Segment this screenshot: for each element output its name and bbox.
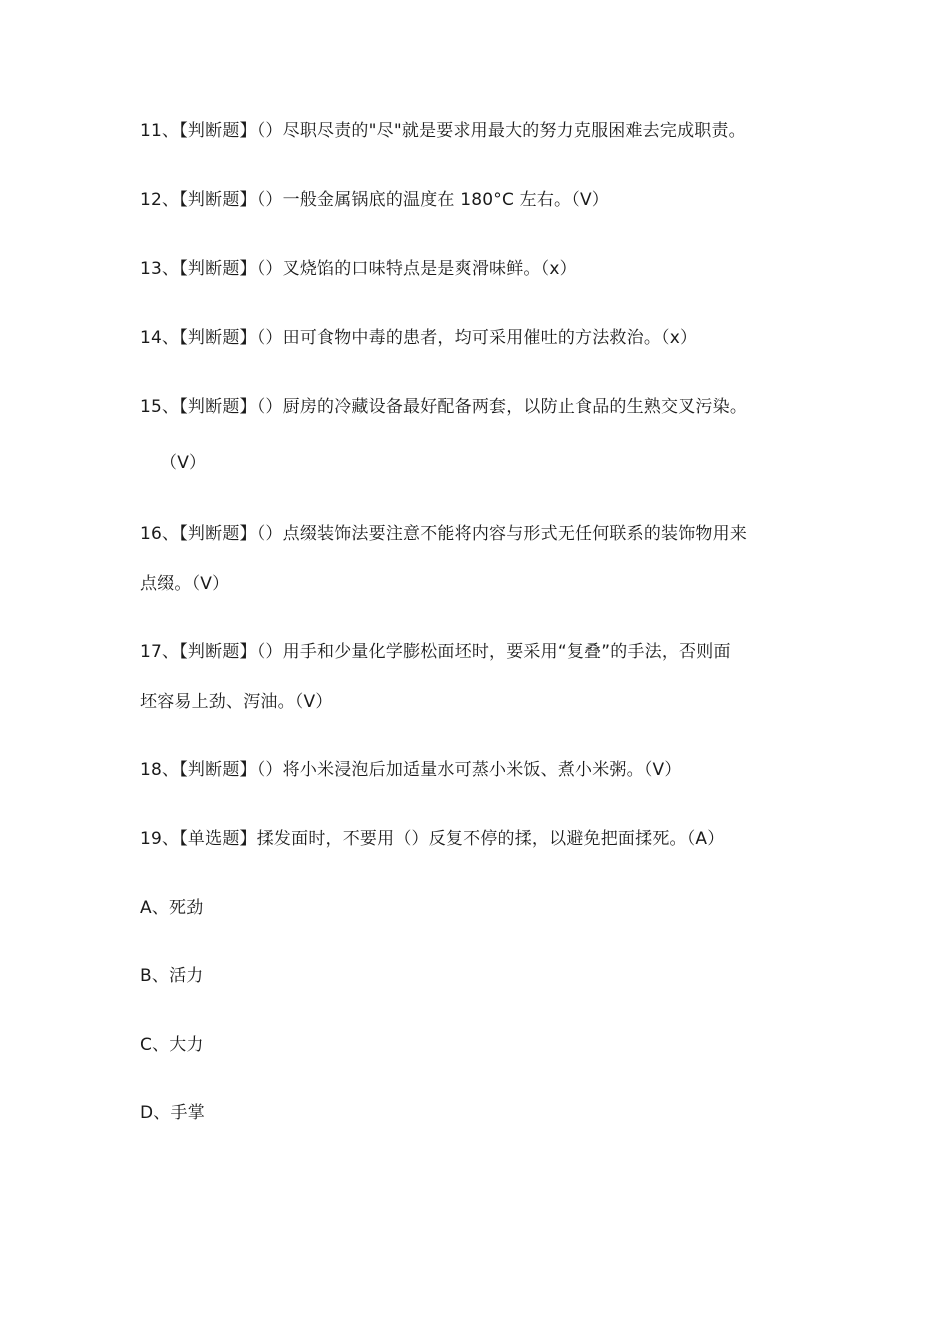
question-16: 16、【判断题】（）点缀装饰法要注意不能将内容与形式无任何联系的装饰物用来 — [140, 524, 748, 544]
question-19-option-a: A、死劲 — [140, 898, 204, 918]
question-11: 11、【判断题】（）尽职尽责的"尽"就是要求用最大的努力克服困难去完成职责。 — [140, 121, 746, 141]
question-17: 17、【判断题】（）用手和少量化学膨松面坯时，要采用“复叠”的手法，否则面 — [140, 642, 731, 662]
question-14: 14、【判断题】（）田可食物中毒的患者，均可采用催吐的方法救治。（x） — [140, 328, 698, 348]
question-19-option-c: C、大力 — [140, 1035, 204, 1055]
question-17-continuation: 坯容易上劲、泻油。（V） — [140, 692, 333, 712]
question-16-continuation: 点缀。（V） — [140, 574, 230, 594]
question-12: 12、【判断题】（）一般金属锅底的温度在 180°C 左右。（V） — [140, 190, 609, 210]
question-19: 19、【单选题】揉发面时，不要用（）反复不停的揉，以避免把面揉死。（A） — [140, 829, 725, 849]
question-15-continuation: （V） — [160, 453, 207, 473]
question-19-option-d: D、手掌 — [140, 1103, 205, 1123]
question-19-option-b: B、活力 — [140, 966, 204, 986]
question-18: 18、【判断题】（）将小米浸泡后加适量水可蒸小米饭、煮小米粥。（V） — [140, 760, 682, 780]
question-13: 13、【判断题】（）叉烧馅的口味特点是是爽滑味鲜。（x） — [140, 259, 577, 279]
question-15: 15、【判断题】（）厨房的冷藏设备最好配备两套，以防止食品的生熟交叉污染。 — [140, 397, 748, 417]
